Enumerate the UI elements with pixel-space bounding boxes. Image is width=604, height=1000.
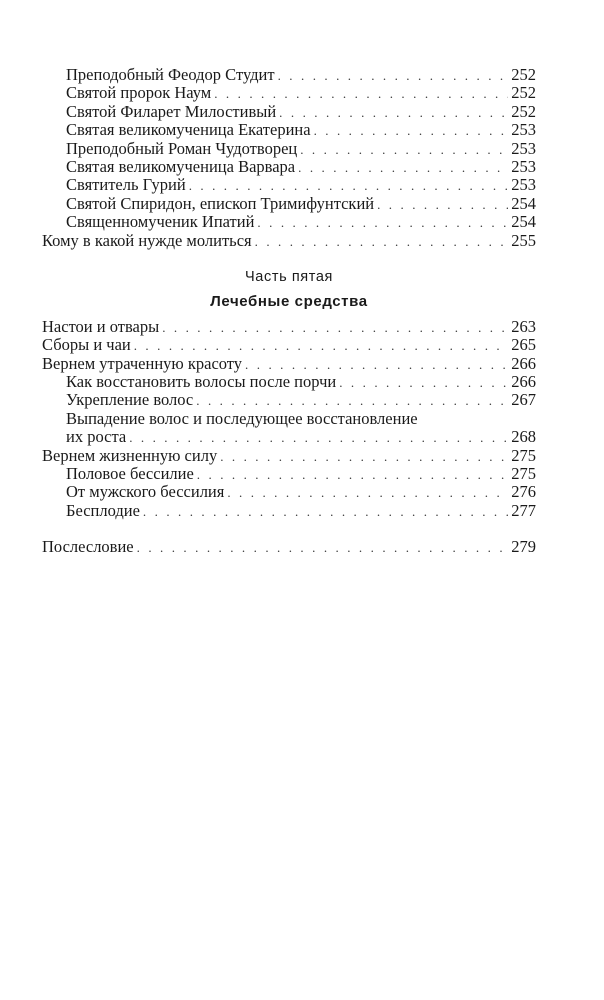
toc-entry-page: 253 <box>511 138 536 158</box>
toc-entry[interactable] <box>42 355 536 373</box>
toc-entry-title-line1: Выпадение волос и последующее восстановление <box>66 408 418 428</box>
toc-entry[interactable] <box>42 465 536 483</box>
dot-leader <box>339 374 508 392</box>
toc-entry-title: Вернем утраченную красоту <box>42 353 243 373</box>
toc-entry-afterword[interactable] <box>42 538 536 556</box>
toc-entry-title: Сборы и чаи <box>42 335 131 355</box>
dot-leader <box>220 448 508 466</box>
dot-leader <box>298 159 508 177</box>
toc-entry-continuation <box>66 428 536 446</box>
dot-leader <box>278 67 509 85</box>
toc-entry-page: 255 <box>511 230 536 250</box>
part-label: Часть пятая <box>245 268 333 285</box>
toc-entry-title: Как восстановить волосы после порчи <box>66 372 337 392</box>
toc-entry-page: 279 <box>511 537 536 557</box>
dot-leader <box>143 503 508 521</box>
toc-entry-page: 275 <box>511 445 536 465</box>
dot-leader <box>255 233 509 251</box>
toc-entry[interactable] <box>42 373 536 391</box>
toc-entry-page: 252 <box>511 65 536 84</box>
toc-entry-page: 254 <box>511 193 536 213</box>
toc-entry-page: 276 <box>511 482 536 502</box>
toc-entry-title: Половое бессилие <box>66 464 194 484</box>
toc-entry-title: Святая великомученица Екатерина <box>66 120 311 140</box>
toc-entry-page: 253 <box>511 156 536 176</box>
dot-leader <box>129 429 508 447</box>
toc-entry-title: Укрепление волос <box>66 390 194 410</box>
toc-entry-page: 268 <box>511 427 536 447</box>
toc-entry-title: Святой пророк Наум <box>66 83 212 103</box>
toc-entry-title: Послесловие <box>42 537 134 557</box>
toc-entry[interactable] <box>42 84 536 102</box>
toc-entry-page: 265 <box>511 335 536 355</box>
toc-entry[interactable] <box>42 502 536 520</box>
toc-entry-title: Вернем жизненную силу <box>42 445 218 465</box>
toc-entry-title: Преподобный Феодор Студит <box>66 65 275 84</box>
toc-entry[interactable] <box>42 318 536 336</box>
toc-entry-title: Святая великомученица Варвара <box>66 156 296 176</box>
dot-leader <box>257 214 508 232</box>
part-heading <box>42 268 536 312</box>
toc-entry-page: 253 <box>511 175 536 195</box>
dot-leader <box>314 122 509 140</box>
dot-leader <box>134 337 509 355</box>
toc-entry-page: 253 <box>511 120 536 140</box>
toc-entry-title: Настои и отвары <box>42 316 160 336</box>
toc-entry-page: 277 <box>511 500 536 520</box>
toc-entry-page: 254 <box>511 212 536 232</box>
toc-entry[interactable] <box>42 140 536 158</box>
toc-entry-page: 275 <box>511 464 536 484</box>
toc-entry[interactable] <box>42 195 536 213</box>
dot-leader <box>189 177 509 195</box>
toc-entry-page: 266 <box>511 353 536 373</box>
toc-entry-page: 263 <box>511 316 536 336</box>
toc-entry-page: 266 <box>511 372 536 392</box>
toc-entry-title: От мужского бессилия <box>66 482 225 502</box>
toc-entry-page: 252 <box>511 83 536 103</box>
toc-entry[interactable] <box>42 483 536 501</box>
dot-leader <box>279 104 508 122</box>
toc-entry[interactable] <box>42 66 536 84</box>
dot-leader <box>197 466 508 484</box>
part-title: Лечебные средства <box>210 292 368 310</box>
dot-leader <box>227 484 508 502</box>
toc-entry[interactable] <box>42 176 536 194</box>
toc-entry-title: Святой Филарет Милостивый <box>66 101 277 121</box>
toc-entry-title-line2: их роста <box>66 427 127 447</box>
table-of-contents <box>42 66 536 557</box>
dot-leader <box>162 319 508 337</box>
dot-leader <box>300 141 508 159</box>
toc-entry[interactable] <box>42 447 536 465</box>
toc-entry[interactable] <box>42 410 536 447</box>
toc-entry-title: Святой Спиридон, епископ Тримифунтский <box>66 193 375 213</box>
toc-entry-title: Бесплодие <box>66 500 140 520</box>
section-spacer <box>42 520 536 538</box>
toc-entry[interactable] <box>42 232 536 250</box>
toc-entry[interactable] <box>42 103 536 121</box>
toc-entry[interactable] <box>42 336 536 354</box>
toc-entry-title: Кому в какой нужде молиться <box>42 230 252 250</box>
dot-leader <box>377 196 508 214</box>
dot-leader <box>137 539 509 557</box>
toc-entry-page: 267 <box>511 390 536 410</box>
toc-entry[interactable] <box>42 213 536 231</box>
toc-entry-page: 252 <box>511 101 536 121</box>
toc-entry-title: Священномученик Ипатий <box>66 212 255 232</box>
toc-entry-title: Святитель Гурий <box>66 175 186 195</box>
toc-entry[interactable] <box>42 158 536 176</box>
toc-entry[interactable] <box>42 391 536 409</box>
toc-entry[interactable] <box>42 121 536 139</box>
toc-entry-title: Преподобный Роман Чудотворец <box>66 138 298 158</box>
